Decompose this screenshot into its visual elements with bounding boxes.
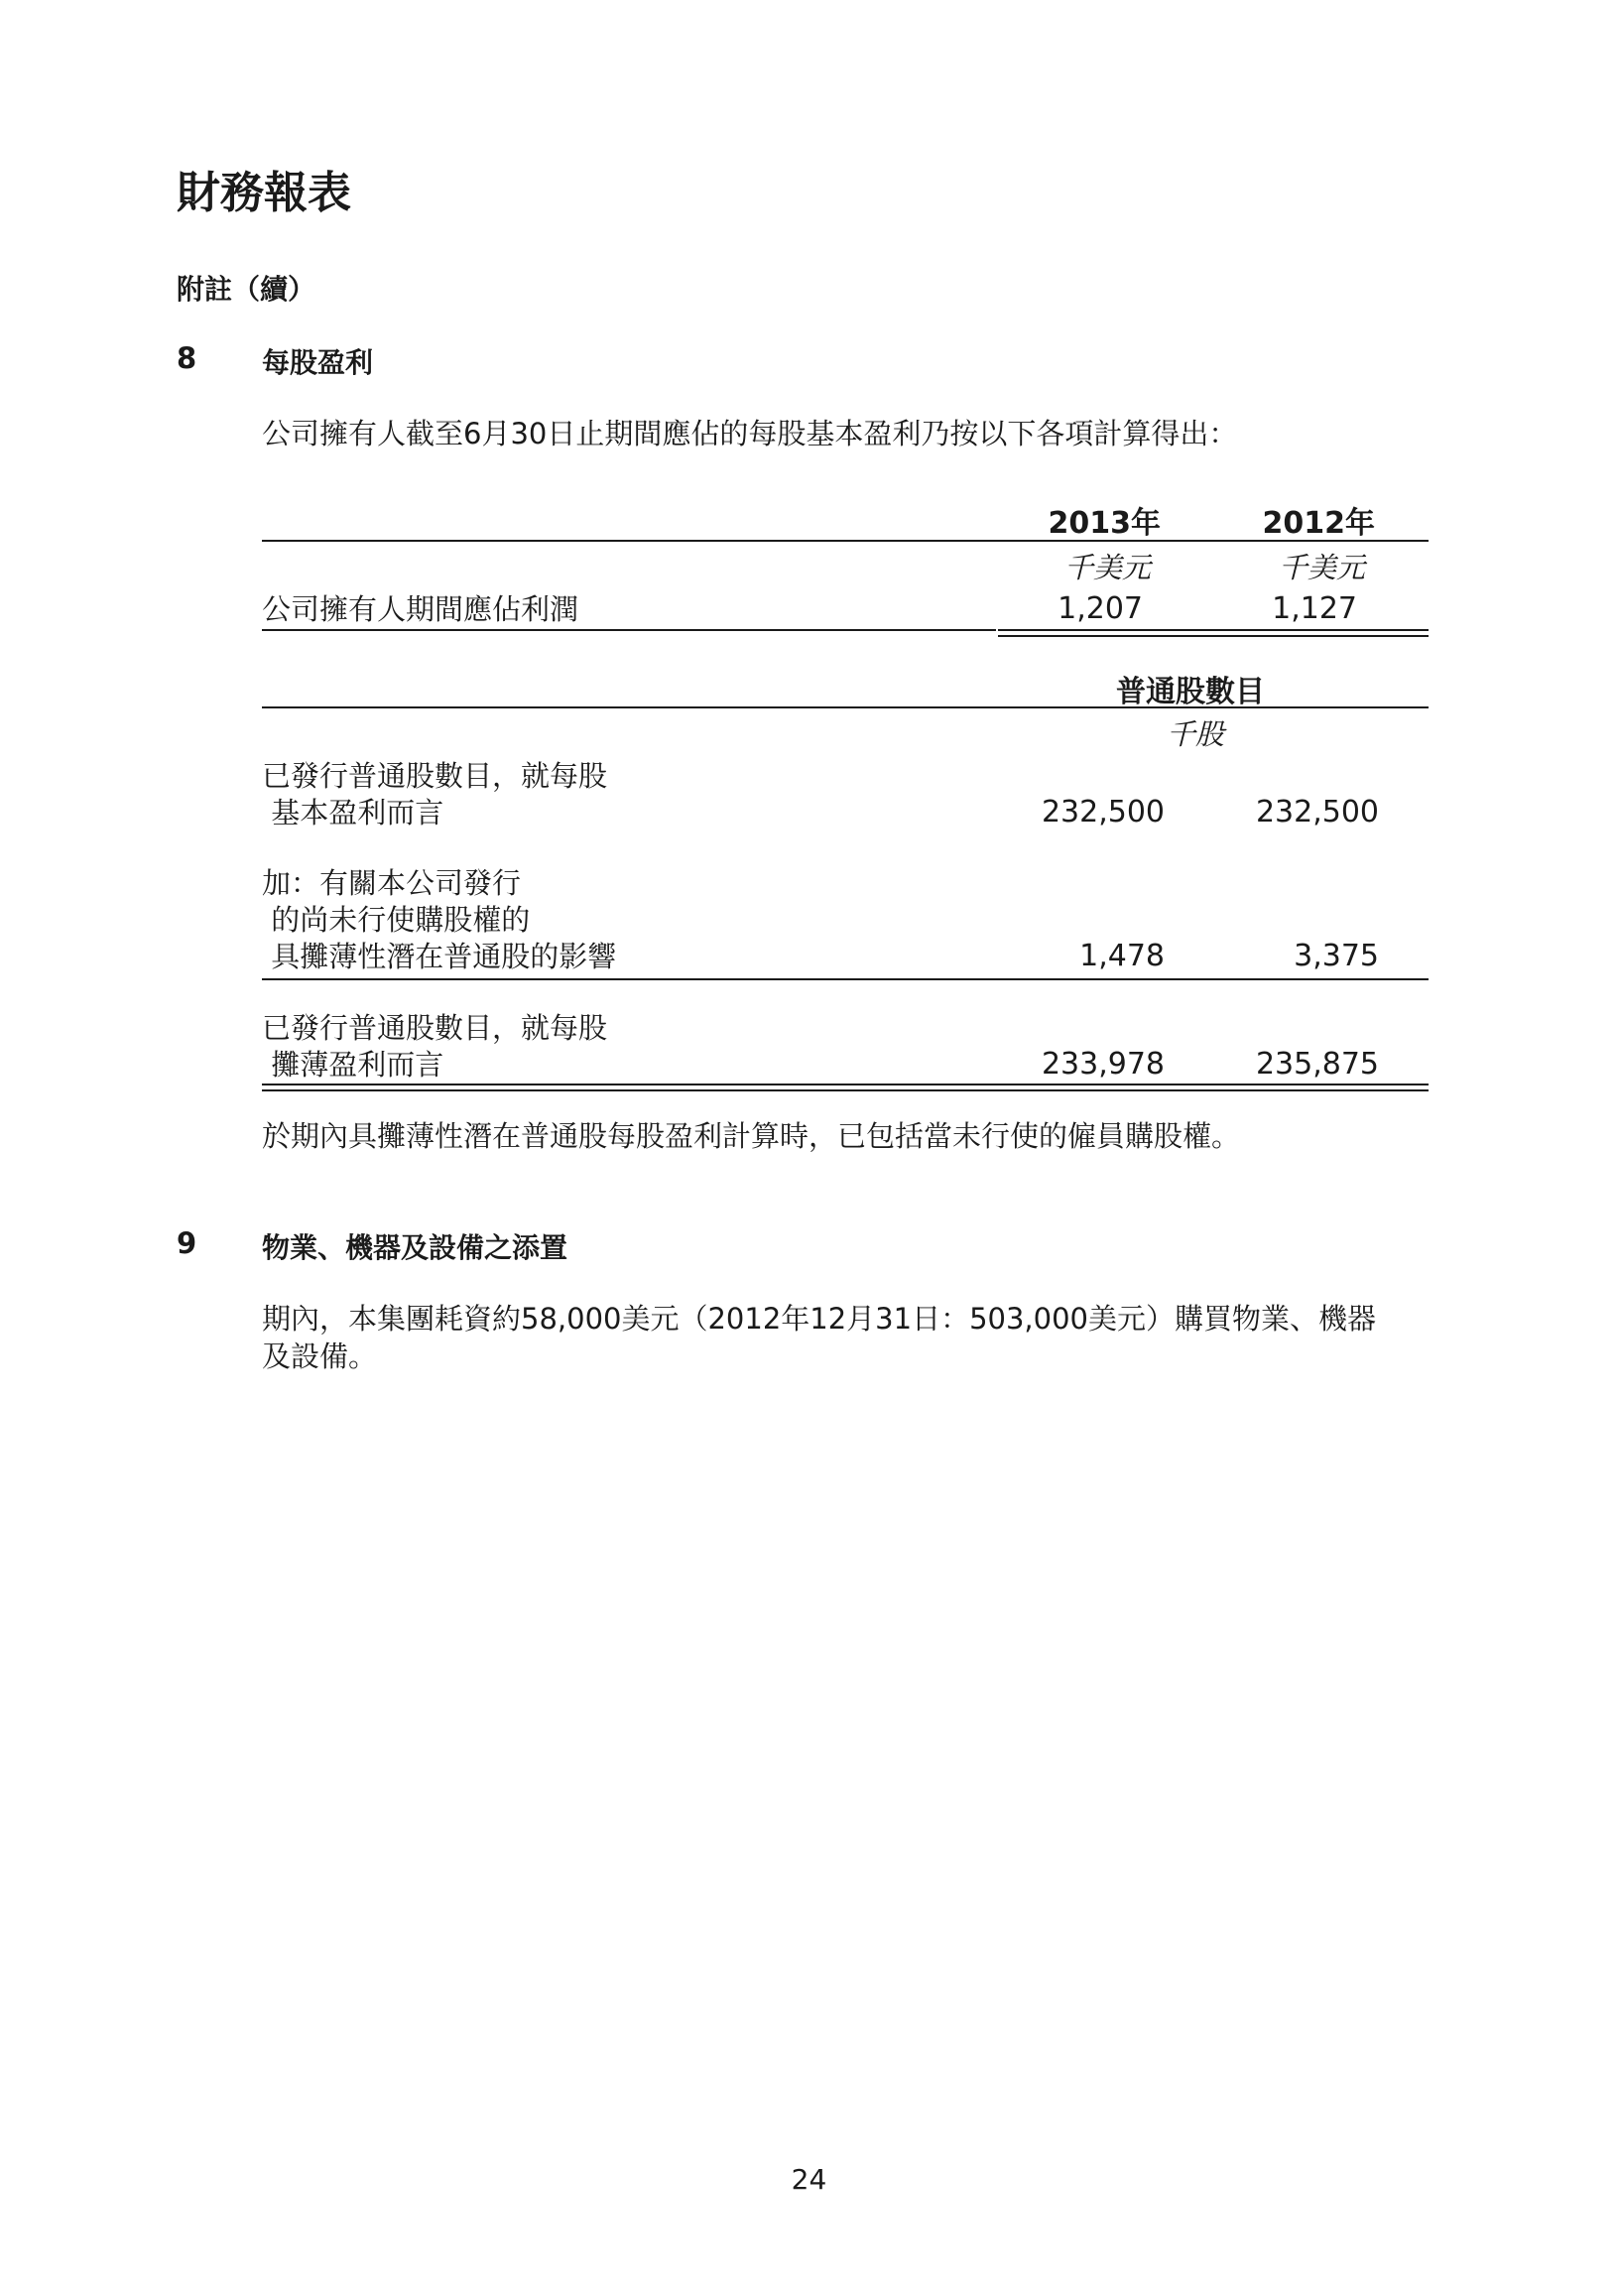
profit-row-label: 公司擁有人期間應佔利潤 — [262, 592, 579, 626]
profit-2013: 1,207 — [1058, 591, 1143, 626]
section-9-number: 9 — [177, 1226, 197, 1260]
basic-shares-label: 已發行普通股數目，就每股 基本盈利而言 — [262, 759, 608, 829]
unit-2013: 千美元 — [1063, 551, 1151, 584]
column-header-2013: 2013年 — [1048, 506, 1161, 541]
section-8-intro: 公司擁有人截至6月30日止期間應佔的每股基本盈利乃按以下各項計算得出： — [262, 417, 1238, 450]
diluted-shares-2012: 235,875 — [1255, 1047, 1379, 1082]
page-title: 財務報表 — [177, 168, 351, 218]
shares-unit: 千股 — [1166, 717, 1224, 751]
shares-count-header: 普通股數目 — [1116, 675, 1265, 709]
table1-double-rule — [998, 629, 1429, 637]
section-8-title: 每股盈利 — [262, 346, 374, 379]
table2-top-rule — [262, 706, 1429, 708]
basic-shares-2012: 232,500 — [1255, 795, 1379, 829]
notes-continued-heading: 附註（續） — [177, 273, 316, 306]
dilutive-effect-2013: 1,478 — [1079, 939, 1165, 973]
table2-double-rule — [262, 1084, 1429, 1091]
dilutive-effect-label: 加：有關本公司發行 的尚未行使購股權的 具攤薄性潛在普通股的影響 — [262, 866, 617, 973]
profit-2012: 1,127 — [1272, 591, 1357, 626]
column-header-2012: 2012年 — [1262, 506, 1375, 541]
section-8-footnote: 於期內具攤薄性潛在普通股每股盈利計算時，已包括當未行使的僱員購股權。 — [262, 1119, 1241, 1153]
dilutive-effect-2012: 3,375 — [1294, 939, 1379, 973]
basic-shares-2013: 232,500 — [1041, 795, 1165, 829]
diluted-shares-label: 已發行普通股數目，就每股 攤薄盈利而言 — [262, 1011, 608, 1082]
section-8-number: 8 — [177, 341, 197, 375]
table2-subtotal-rule — [262, 978, 1429, 980]
diluted-shares-2013: 233,978 — [1041, 1047, 1165, 1082]
section-9-text-line1: 期內，本集團耗資約58,000美元（2012年12月31日：503,000美元）購買物業、機器 — [262, 1302, 1377, 1336]
section-9-text-line2: 及設備。 — [262, 1339, 378, 1373]
table1-top-rule — [262, 540, 1429, 542]
section-9-title: 物業、機器及設備之添置 — [262, 1231, 568, 1264]
unit-2012: 千美元 — [1278, 551, 1365, 584]
table1-label-underline — [262, 629, 996, 631]
page-number: 24 — [791, 2163, 827, 2196]
